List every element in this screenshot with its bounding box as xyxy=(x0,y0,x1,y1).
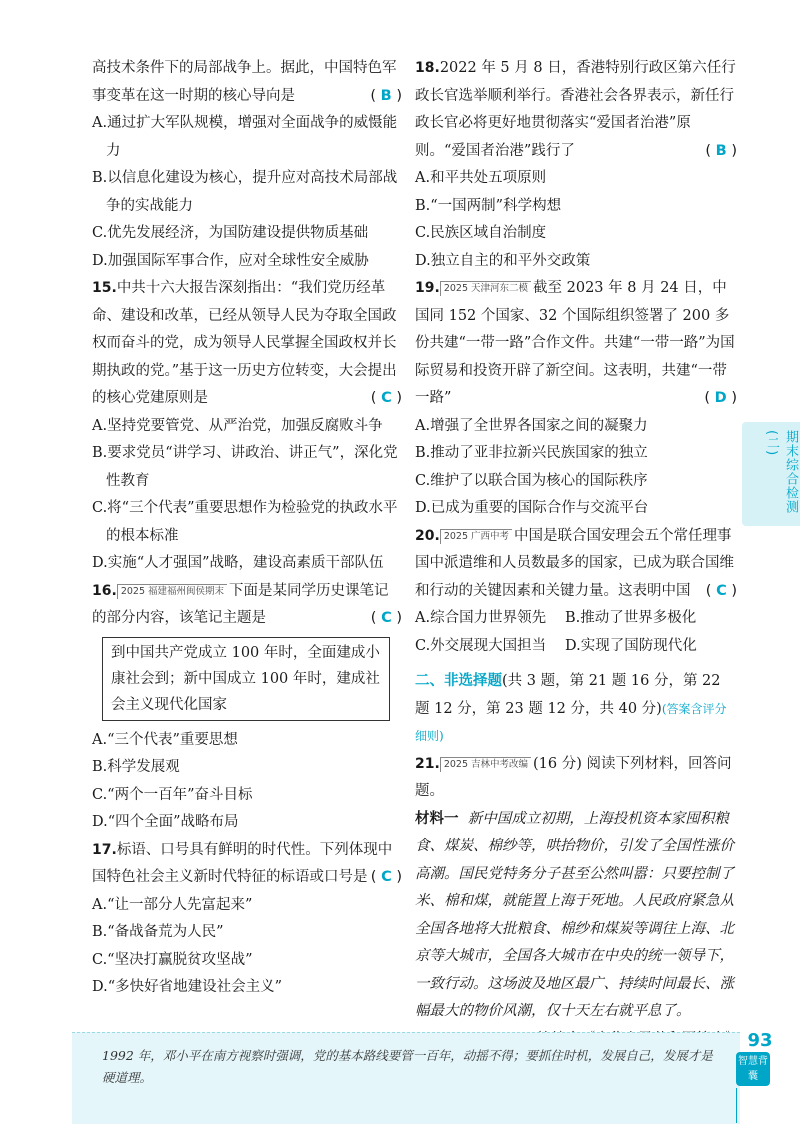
q17-option-d: D.“多快好省地建设社会主义” xyxy=(92,979,283,995)
q19-number: 19. xyxy=(415,280,440,296)
q19-option-d: D.已成为重要的国际合作与交流平台 xyxy=(415,500,649,516)
q16-stem: 下面是某同学历史课笔记的部分内容，该笔记主题是 xyxy=(92,582,389,626)
q18-option-b: B.“一国两制”科学构想 xyxy=(415,197,562,214)
q16-note-box: 到中国共产党成立 100 年时，全面建成小康社会到；新中国成立 100 年时，建成社会主义现代化国家 xyxy=(102,637,390,721)
section-2-header xyxy=(415,668,737,751)
q16-option-b: B.科学发展观 xyxy=(92,759,180,775)
question-14-continued xyxy=(92,55,402,275)
q18-option-c: C.民族区域自治制度 xyxy=(415,225,547,241)
q14-option-a: A.通过扩大军队规模，增强对全面战争的威慑能力 xyxy=(92,115,398,159)
q16-answer: ( C ) xyxy=(370,610,402,626)
q17-option-a: A.“让一部分人先富起来” xyxy=(92,896,253,913)
q17-option-c: C.“坚决打赢脱贫攻坚战” xyxy=(92,951,253,968)
q20-option-a: A.综合国力世界领先 xyxy=(415,610,547,626)
question-20 xyxy=(415,523,737,661)
q16-source-tag: 2025 福建福州闽侯期末 xyxy=(117,584,227,599)
page-number: 93 xyxy=(747,1030,773,1051)
q19-answer: ( D ) xyxy=(704,390,737,406)
question-18 xyxy=(415,55,737,275)
question-21 xyxy=(415,751,737,1054)
q14-answer: ( B ) xyxy=(370,87,402,104)
q21-material-label: 材料一 xyxy=(415,810,459,827)
q20-number: 20. xyxy=(415,527,440,544)
q20-stem: 中国是联合国安理会五个常任理事国中派遣维和人员数最多的国家，已成为联合国维和行动的关键因素和关键力量。这表明中国 xyxy=(415,527,734,599)
q20-option-c: C.外交展现大国担当 xyxy=(415,637,547,654)
left-column xyxy=(92,55,402,1002)
q21-material-text: 新中国成立初期，上海投机资本家囤积粮食、煤炭、棉纱等，哄抬物价，引发了全国性涨价高潮。国民党特务分子甚至公然叫嚣：只要控制了米、棉和煤，就能置上海于死地。人民政府紧急从全国各地将大批粮食、棉纱和煤炭等调往上海、北京等大城市，全国各大城市在中央的统一领导下，一致行动。这场波及地区最广、持续时间最长、涨幅最大的物价风潮，仅十天左右就平息了。 xyxy=(415,810,734,1019)
q20-answer: ( C ) xyxy=(705,582,737,599)
footer-divider-line xyxy=(736,1088,737,1123)
q20-option-b: B.推动了世界多极化 xyxy=(565,610,697,626)
q15-option-d: D.实施“人才强国”战略，建设高素质干部队伍 xyxy=(92,555,384,571)
q17-stem: 标语、口号具有鲜明的时代性。下列体现中国特色社会主义新时代特征的标语或口号是 xyxy=(92,841,393,885)
tip-footer xyxy=(72,1032,740,1124)
q20-source-tag: 2025 广西中考 xyxy=(440,529,512,544)
q20-option-d: D.实现了国防现代化 xyxy=(565,637,697,654)
q17-number: 17. xyxy=(92,841,117,858)
q19-option-a: A.增强了全世界各国家之间的凝聚力 xyxy=(415,417,648,434)
q14-option-c: C.优先发展经济，为国防建设提供物质基础 xyxy=(92,225,369,241)
q21-material xyxy=(415,806,737,1026)
question-15 xyxy=(92,275,402,578)
question-17 xyxy=(92,837,402,1002)
wisdom-badge: 智慧背囊 xyxy=(736,1052,770,1086)
q18-stem: 2022 年 5 月 8 日，香港特别行政区第六任行政长官选举顺利举行。香港社会各界表示，新任行政长官必将更好地贯彻落实“爱国者治港”原则。“爱国者治港”践行了 xyxy=(415,60,736,159)
q16-option-d: D.“四个全面”战略布局 xyxy=(92,814,239,830)
q14-stem: 高技术条件下的局部战争上。据此，中国特色军事变革在这一时期的核心导向是 xyxy=(92,60,397,104)
q15-option-a: A.坚持党要管党、从严治党，加强反腐败斗争 xyxy=(92,417,383,434)
q19-stem: 截至 2023 年 8 月 24 日，中国同 152 个国家、32 个国际组织签署了 200 多份共建“一带一路”合作文件。共建“一带一路”为国际贸易和投资开辟了新空间。这表明，共建“一带一路” xyxy=(415,280,735,406)
q18-option-d: D.独立自主的和平外交政策 xyxy=(415,252,591,269)
q17-option-b: B.“备战备荒为人民” xyxy=(92,924,224,940)
question-19 xyxy=(415,275,737,523)
q19-option-c: C.维护了以联合国为核心的国际秩序 xyxy=(415,472,648,489)
q20-options-row-1 xyxy=(415,605,737,633)
q15-number: 15. xyxy=(92,280,117,296)
q14-option-b: B.以信息化建设为核心，提升应对高技术局部战争的实战能力 xyxy=(92,170,398,214)
q17-answer: ( C ) xyxy=(370,869,402,885)
section-2-title: 二、非选择题 xyxy=(415,673,502,689)
q15-option-c: C.将“三个代表”重要思想作为检验党的执政水平的根本标准 xyxy=(92,500,398,544)
q19-option-b: B.推动了亚非拉新兴民族国家的独立 xyxy=(415,445,648,461)
side-tab-label: 期末综合检测(二) xyxy=(764,430,798,514)
q16-option-a: A.“三个代表”重要思想 xyxy=(92,731,238,748)
section-2-note: (答案含评分细则) xyxy=(415,701,727,743)
q16-number: 16. xyxy=(92,582,117,599)
footer-tip-text: 1992 年，邓小平在南方视察时强调，党的基本路线要管一百年，动摇不得；要抓住时机，发展自己，发展才是硬道理。 xyxy=(102,1048,713,1085)
q18-number: 18. xyxy=(415,60,440,76)
right-column xyxy=(415,55,737,1053)
q14-option-d: D.加强国际军事合作，应对全球性安全威胁 xyxy=(92,252,369,269)
q21-source-tag: 2025 吉林中考改编 xyxy=(440,757,531,772)
q15-option-b: B.要求党员“讲学习、讲政治、讲正气”，深化党性教育 xyxy=(92,445,398,489)
q19-source-tag: 2025 天津河东二模 xyxy=(440,281,531,296)
chapter-side-tab xyxy=(742,422,800,526)
q21-number: 21. xyxy=(415,755,440,772)
q18-answer: ( B ) xyxy=(705,142,737,159)
question-16 xyxy=(92,578,402,837)
q15-stem: 中共十六大报告深刻指出：“我们党历经革命、建设和改革，已经从领导人民为夺取全国政权而奋斗的党，成为领导人民掌握全国政权并长期执政的党。”基于这一历史方位转变，大会提出的核心党建原则是 xyxy=(92,280,397,406)
section-2-desc: (共 3 题，第 21 题 16 分，第 22 题 12 分，第 23 题 12 分，共 40 分) xyxy=(415,673,721,717)
q15-answer: ( C ) xyxy=(370,390,402,406)
q20-options-row-2 xyxy=(415,633,737,661)
q21-stem: (16 分) 阅读下列材料，回答问题。 xyxy=(415,755,732,799)
q16-option-c: C.“两个一百年”奋斗目标 xyxy=(92,786,253,803)
q18-option-a: A.和平共处五项原则 xyxy=(415,170,547,186)
